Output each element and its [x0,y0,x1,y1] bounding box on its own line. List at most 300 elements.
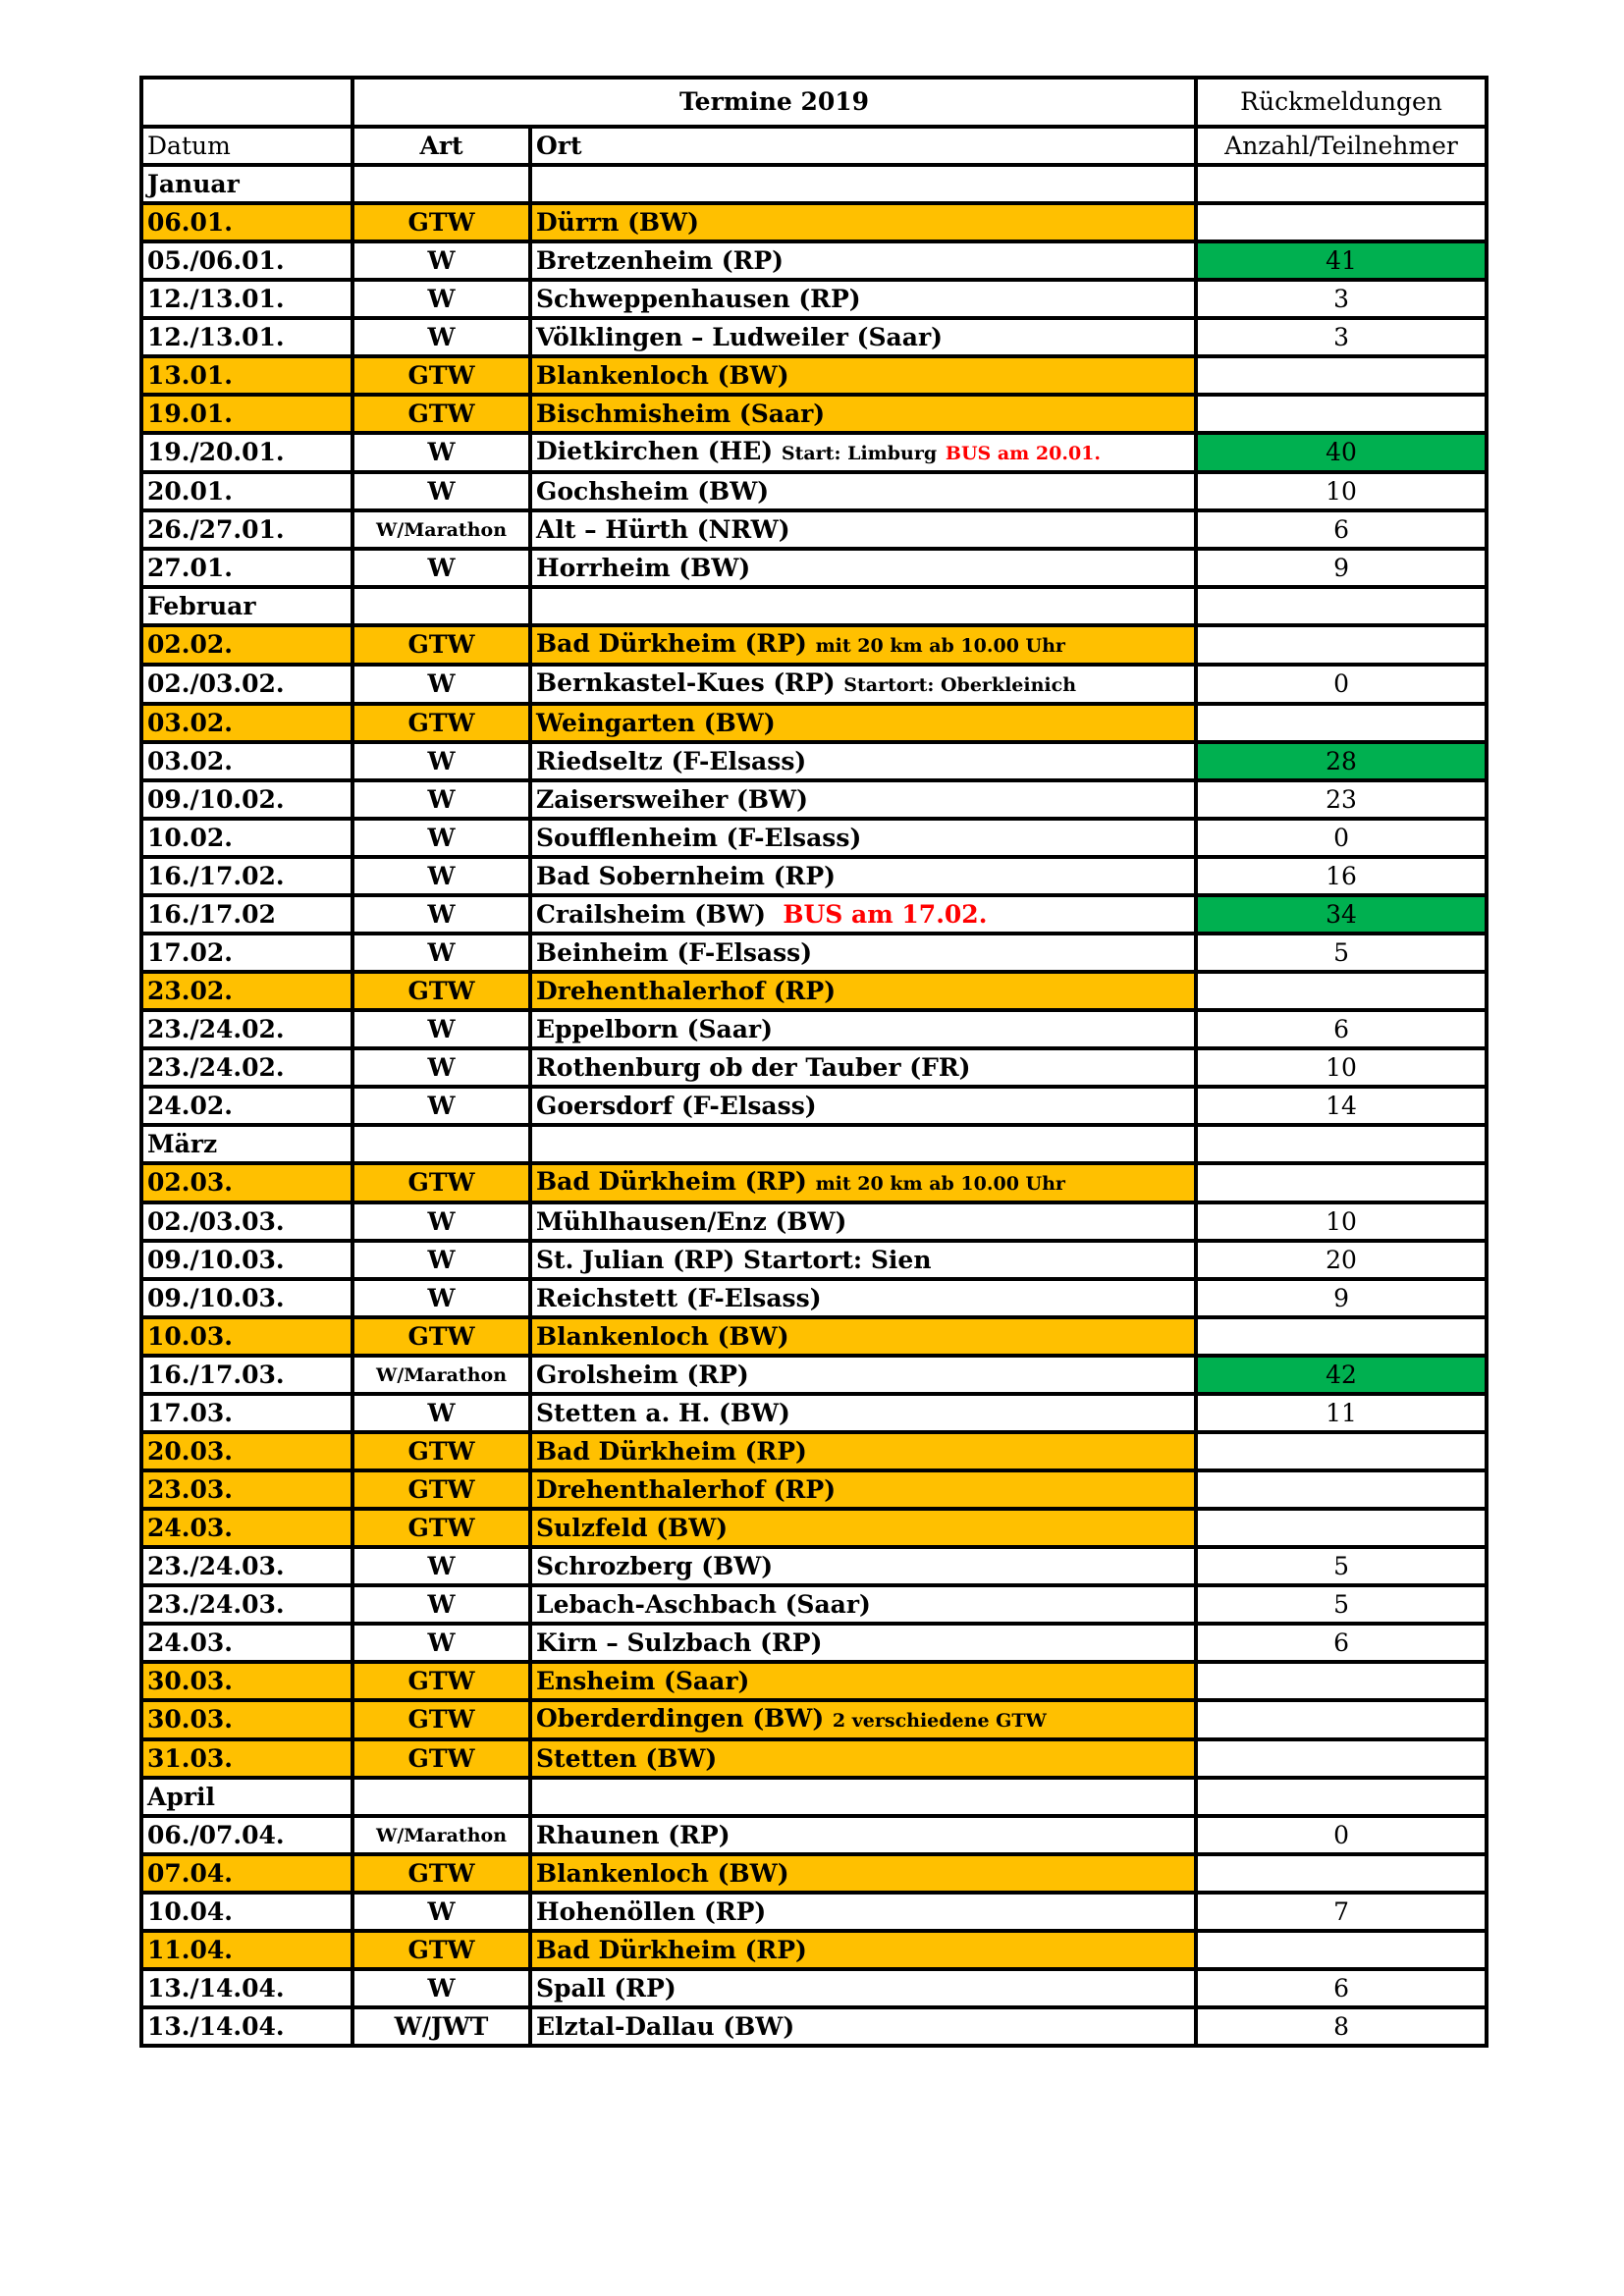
location-name: Alt – Hürth (NRW) [536,514,790,544]
participant-count: 6 [1196,510,1487,549]
location-cell [530,549,1196,587]
location-name: Blankenloch (BW) [536,1858,789,1888]
date-cell: 12./13.01. [141,280,352,318]
art-cell: GTW [352,1700,530,1739]
event-row [141,857,1487,895]
event-row [141,1969,1487,2007]
art-cell: W [352,1202,530,1241]
date-cell: 03.02. [141,742,352,780]
participant-count: 16 [1196,857,1487,895]
location-name: Mühlhausen/Enz (BW) [536,1206,847,1236]
location-cell [530,742,1196,780]
location-cell [530,1048,1196,1087]
art-cell: W [352,472,530,510]
participant-count [1196,625,1487,665]
participant-count [1196,972,1487,1010]
location-cell [530,1279,1196,1317]
date-cell: 02.03. [141,1163,352,1202]
location-name: Zaisersweiher (BW) [536,784,808,814]
event-row [141,1241,1487,1279]
event-row [141,241,1487,280]
location-name: Bad Dürkheim (RP) [536,1436,807,1466]
participant-count [1196,1778,1487,1816]
location-name: Drehenthalerhof (RP) [536,1474,837,1504]
event-row [141,1202,1487,1241]
month-row [141,1778,1487,1816]
location-cell [530,1010,1196,1048]
participant-count: 5 [1196,1547,1487,1585]
location-name: Weingarten (BW) [536,708,776,737]
gtw-row [141,1163,1487,1202]
location-name: Crailsheim (BW) [536,899,766,929]
page-title: Termine 2019 [352,78,1196,127]
art-cell: W [352,1279,530,1317]
participant-count: 7 [1196,1893,1487,1931]
location-name: Soufflenheim (F-Elsass) [536,823,862,852]
location-name: Horrheim (BW) [536,553,751,582]
event-row [141,472,1487,510]
date-cell: 24.03. [141,1624,352,1662]
participant-count: 10 [1196,472,1487,510]
participant-count [1196,1739,1487,1778]
date-cell: 09./10.03. [141,1279,352,1317]
event-row [141,1585,1487,1624]
event-row [141,433,1487,472]
date-cell: 02.02. [141,625,352,665]
participant-count: 0 [1196,819,1487,857]
location-name: Reichstett (F-Elsass) [536,1283,822,1312]
participant-count: 9 [1196,1279,1487,1317]
location-cell [530,1854,1196,1893]
event-row [141,1048,1487,1087]
date-cell: 13./14.04. [141,1969,352,2007]
participant-count: 20 [1196,1241,1487,1279]
participant-count [1196,395,1487,433]
ort-column-header: Ort [530,127,1196,165]
location-cell [530,1317,1196,1356]
date-cell: 17.03. [141,1394,352,1432]
location-name: Rhaunen (RP) [536,1820,731,1849]
art-cell: W [352,1893,530,1931]
participant-count: 3 [1196,318,1487,356]
date-cell: 23.03. [141,1470,352,1509]
location-name: Schrozberg (BW) [536,1551,774,1580]
art-cell: GTW [352,625,530,665]
location-cell [530,1547,1196,1585]
date-cell: 23./24.02. [141,1048,352,1087]
bus-note: BUS am 17.02. [783,899,988,929]
location-cell [530,1087,1196,1125]
participant-count [1196,165,1487,203]
art-cell: W/Marathon [352,1356,530,1394]
date-cell: 13./14.04. [141,2007,352,2046]
date-cell: 02./03.03. [141,1202,352,1241]
art-cell: W [352,241,530,280]
location-cell [530,1778,1196,1816]
location-name: Eppelborn (Saar) [536,1014,773,1043]
art-cell [352,587,530,625]
date-cell: 03.02. [141,704,352,742]
location-name: Sulzfeld (BW) [536,1513,729,1542]
date-cell: 20.03. [141,1432,352,1470]
location-cell [530,472,1196,510]
art-column-header: Art [352,127,530,165]
participant-count: 3 [1196,280,1487,318]
participant-count [1196,1163,1487,1202]
location-cell [530,1739,1196,1778]
date-cell: 24.03. [141,1509,352,1547]
month-row [141,587,1487,625]
participant-count [1196,1509,1487,1547]
art-cell: GTW [352,203,530,241]
location-name: Grolsheim (RP) [536,1360,749,1389]
location-name: Dietkirchen (HE) [536,437,774,465]
location-cell [530,780,1196,819]
art-cell: W [352,1585,530,1624]
art-cell: GTW [352,1739,530,1778]
responses-header: Rückmeldungen [1196,78,1487,127]
date-cell: 19.01. [141,395,352,433]
date-cell: 20.01. [141,472,352,510]
art-cell: W [352,1048,530,1087]
location-name: Hohenöllen (RP) [536,1896,767,1926]
art-cell: GTW [352,356,530,395]
participant-count [1196,1931,1487,1969]
participant-count: 5 [1196,1585,1487,1624]
gtw-row [141,1432,1487,1470]
participant-count: 10 [1196,1202,1487,1241]
location-cell [530,1202,1196,1241]
location-cell [530,1585,1196,1624]
location-cell [530,165,1196,203]
location-cell [530,356,1196,395]
month-label: April [141,1778,352,1816]
bus-note: BUS am 20.01. [945,443,1101,464]
location-cell [530,280,1196,318]
location-cell [530,241,1196,280]
participant-count [1196,1432,1487,1470]
location-cell [530,1700,1196,1739]
date-cell: 26./27.01. [141,510,352,549]
event-row [141,2007,1487,2046]
date-cell: 12./13.01. [141,318,352,356]
gtw-row [141,1470,1487,1509]
date-cell: 10.04. [141,1893,352,1931]
participant-count: 0 [1196,665,1487,704]
location-note: Startort: Oberkleinich [843,674,1077,696]
location-cell [530,1931,1196,1969]
location-name: Blankenloch (BW) [536,360,789,390]
location-name: Stetten a. H. (BW) [536,1398,790,1427]
event-row [141,665,1487,704]
date-cell: 06./07.04. [141,1816,352,1854]
art-cell: GTW [352,1931,530,1969]
event-row [141,934,1487,972]
date-cell: 17.02. [141,934,352,972]
location-note: mit 20 km ab 10.00 Uhr [815,635,1065,657]
location-cell [530,1432,1196,1470]
participant-count [1196,1125,1487,1163]
date-cell: 02./03.02. [141,665,352,704]
location-name: Bad Dürkheim (RP) [536,629,807,658]
art-cell: W [352,780,530,819]
event-row [141,742,1487,780]
gtw-row [141,1854,1487,1893]
event-row [141,318,1487,356]
location-cell [530,1470,1196,1509]
location-cell [530,704,1196,742]
date-cell: 16./17.02. [141,857,352,895]
participant-count: 41 [1196,241,1487,280]
location-cell [530,1893,1196,1931]
participant-count: 14 [1196,1087,1487,1125]
month-label: Januar [141,165,352,203]
event-row [141,1624,1487,1662]
location-cell [530,1394,1196,1432]
location-cell [530,1816,1196,1854]
location-cell [530,395,1196,433]
location-name: Bad Dürkheim (RP) [536,1935,807,1964]
participant-count: 23 [1196,780,1487,819]
art-cell: GTW [352,1509,530,1547]
location-name: Bernkastel-Kues (RP) [536,668,836,697]
participant-count [1196,1317,1487,1356]
location-name: Ensheim (Saar) [536,1666,750,1695]
location-name: Dürrn (BW) [536,207,699,237]
event-row [141,1279,1487,1317]
location-name: Goersdorf (F-Elsass) [536,1091,817,1120]
location-cell [530,1969,1196,2007]
location-note: Start: Limburg [781,443,938,464]
location-name: Bad Dürkheim (RP) [536,1167,807,1196]
event-row [141,1087,1487,1125]
art-cell: W/Marathon [352,510,530,549]
location-note: mit 20 km ab 10.00 Uhr [815,1173,1065,1195]
participant-count [1196,356,1487,395]
participant-count: 9 [1196,549,1487,587]
location-name: Kirn – Sulzbach (RP) [536,1628,823,1657]
date-cell: 09./10.03. [141,1241,352,1279]
participant-count: 28 [1196,742,1487,780]
art-cell: W [352,895,530,934]
event-row [141,1010,1487,1048]
gtw-row [141,203,1487,241]
event-row [141,1816,1487,1854]
location-name: Stetten (BW) [536,1743,718,1773]
date-cell: 30.03. [141,1662,352,1700]
location-name: Elztal-Dallau (BW) [536,2011,795,2041]
schedule-body [141,78,1487,2046]
location-cell [530,318,1196,356]
art-cell: W [352,318,530,356]
art-cell: W [352,742,530,780]
participant-count: 6 [1196,1969,1487,2007]
participant-count: 5 [1196,934,1487,972]
event-row [141,549,1487,587]
participant-count: 42 [1196,1356,1487,1394]
location-cell [530,1125,1196,1163]
location-cell [530,1356,1196,1394]
gtw-row [141,625,1487,665]
art-cell: GTW [352,1854,530,1893]
participant-count: 6 [1196,1624,1487,1662]
location-name: Schweppenhausen (RP) [536,284,861,313]
event-row [141,1547,1487,1585]
art-cell: GTW [352,1432,530,1470]
location-name: Riedseltz (F-Elsass) [536,746,807,775]
location-cell [530,625,1196,665]
count-column-header: Anzahl/Teilnehmer [1196,127,1487,165]
art-cell: W [352,1087,530,1125]
location-cell [530,510,1196,549]
location-cell [530,1241,1196,1279]
gtw-row [141,704,1487,742]
location-name: Gochsheim (BW) [536,476,770,506]
art-cell [352,1125,530,1163]
date-cell: 23./24.02. [141,1010,352,1048]
art-cell: W [352,1624,530,1662]
art-cell: GTW [352,1317,530,1356]
location-name: Oberderdingen (BW) [536,1704,825,1733]
month-label: Februar [141,587,352,625]
event-row [141,780,1487,819]
month-row [141,1125,1487,1163]
date-cell: 24.02. [141,1087,352,1125]
date-cell: 23./24.03. [141,1585,352,1624]
gtw-row [141,1739,1487,1778]
date-cell: 05./06.01. [141,241,352,280]
participant-count: 10 [1196,1048,1487,1087]
participant-count [1196,1700,1487,1739]
art-cell: W [352,1241,530,1279]
gtw-row [141,356,1487,395]
location-name: Bretzenheim (RP) [536,245,785,275]
gtw-row [141,1662,1487,1700]
location-cell [530,934,1196,972]
event-row [141,1394,1487,1432]
location-cell [530,203,1196,241]
art-cell: W [352,934,530,972]
event-row [141,819,1487,857]
date-cell: 30.03. [141,1700,352,1739]
month-label: März [141,1125,352,1163]
location-cell [530,665,1196,704]
date-cell: 09./10.02. [141,780,352,819]
art-cell [352,1778,530,1816]
location-cell [530,2007,1196,2046]
art-cell: W [352,819,530,857]
art-cell: W [352,280,530,318]
location-name: Rothenburg ob der Tauber (FR) [536,1052,971,1082]
date-cell: 31.03. [141,1739,352,1778]
date-cell: 10.02. [141,819,352,857]
gtw-row [141,395,1487,433]
date-cell: 19./20.01. [141,433,352,472]
art-cell: W [352,665,530,704]
location-name: Blankenloch (BW) [536,1321,789,1351]
participant-count: 34 [1196,895,1487,934]
date-cell: 23.02. [141,972,352,1010]
location-name: Bad Sobernheim (RP) [536,861,836,890]
date-cell: 07.04. [141,1854,352,1893]
art-cell: W [352,1547,530,1585]
location-name: Drehenthalerhof (RP) [536,976,837,1005]
art-cell: W [352,1969,530,2007]
participant-count [1196,1854,1487,1893]
location-name: St. Julian (RP) Startort: Sien [536,1245,932,1274]
month-row [141,165,1487,203]
event-row [141,1356,1487,1394]
art-cell: GTW [352,1662,530,1700]
art-cell: GTW [352,972,530,1010]
date-cell: 23./24.03. [141,1547,352,1585]
title-row [141,78,1487,127]
location-cell [530,857,1196,895]
date-cell: 27.01. [141,549,352,587]
date-cell: 10.03. [141,1317,352,1356]
gtw-row [141,1931,1487,1969]
gtw-row [141,1509,1487,1547]
date-cell: 16./17.03. [141,1356,352,1394]
art-cell: W [352,1010,530,1048]
location-name: Spall (RP) [536,1973,677,2002]
column-header-row [141,127,1487,165]
date-cell: 11.04. [141,1931,352,1969]
location-cell [530,1509,1196,1547]
event-row [141,1893,1487,1931]
date-cell: 06.01. [141,203,352,241]
location-name: Beinheim (F-Elsass) [536,937,813,967]
event-row [141,895,1487,934]
gtw-row [141,972,1487,1010]
art-cell: W/JWT [352,2007,530,2046]
gtw-row [141,1317,1487,1356]
gtw-row [141,1700,1487,1739]
location-cell [530,819,1196,857]
location-cell [530,433,1196,472]
location-name: Völklingen – Ludweiler (Saar) [536,322,943,351]
date-cell: 13.01. [141,356,352,395]
participant-count: 6 [1196,1010,1487,1048]
art-cell: GTW [352,1470,530,1509]
event-row [141,510,1487,549]
location-note: 2 verschiedene GTW [832,1710,1047,1732]
art-cell: W [352,433,530,472]
art-cell: W [352,1394,530,1432]
location-cell [530,587,1196,625]
art-cell: GTW [352,1163,530,1202]
date-cell: 16./17.02 [141,895,352,934]
art-cell [352,165,530,203]
art-cell: GTW [352,395,530,433]
participant-count [1196,1662,1487,1700]
art-cell: GTW [352,704,530,742]
participant-count [1196,203,1487,241]
art-cell: W [352,549,530,587]
location-cell [530,972,1196,1010]
location-cell [530,1163,1196,1202]
location-name: Bischmisheim (Saar) [536,399,826,428]
event-row [141,280,1487,318]
participant-count [1196,704,1487,742]
blank-header-cell [141,78,352,127]
location-cell [530,1624,1196,1662]
art-cell: W/Marathon [352,1816,530,1854]
participant-count: 0 [1196,1816,1487,1854]
art-cell: W [352,857,530,895]
participant-count: 40 [1196,433,1487,472]
participant-count [1196,1470,1487,1509]
